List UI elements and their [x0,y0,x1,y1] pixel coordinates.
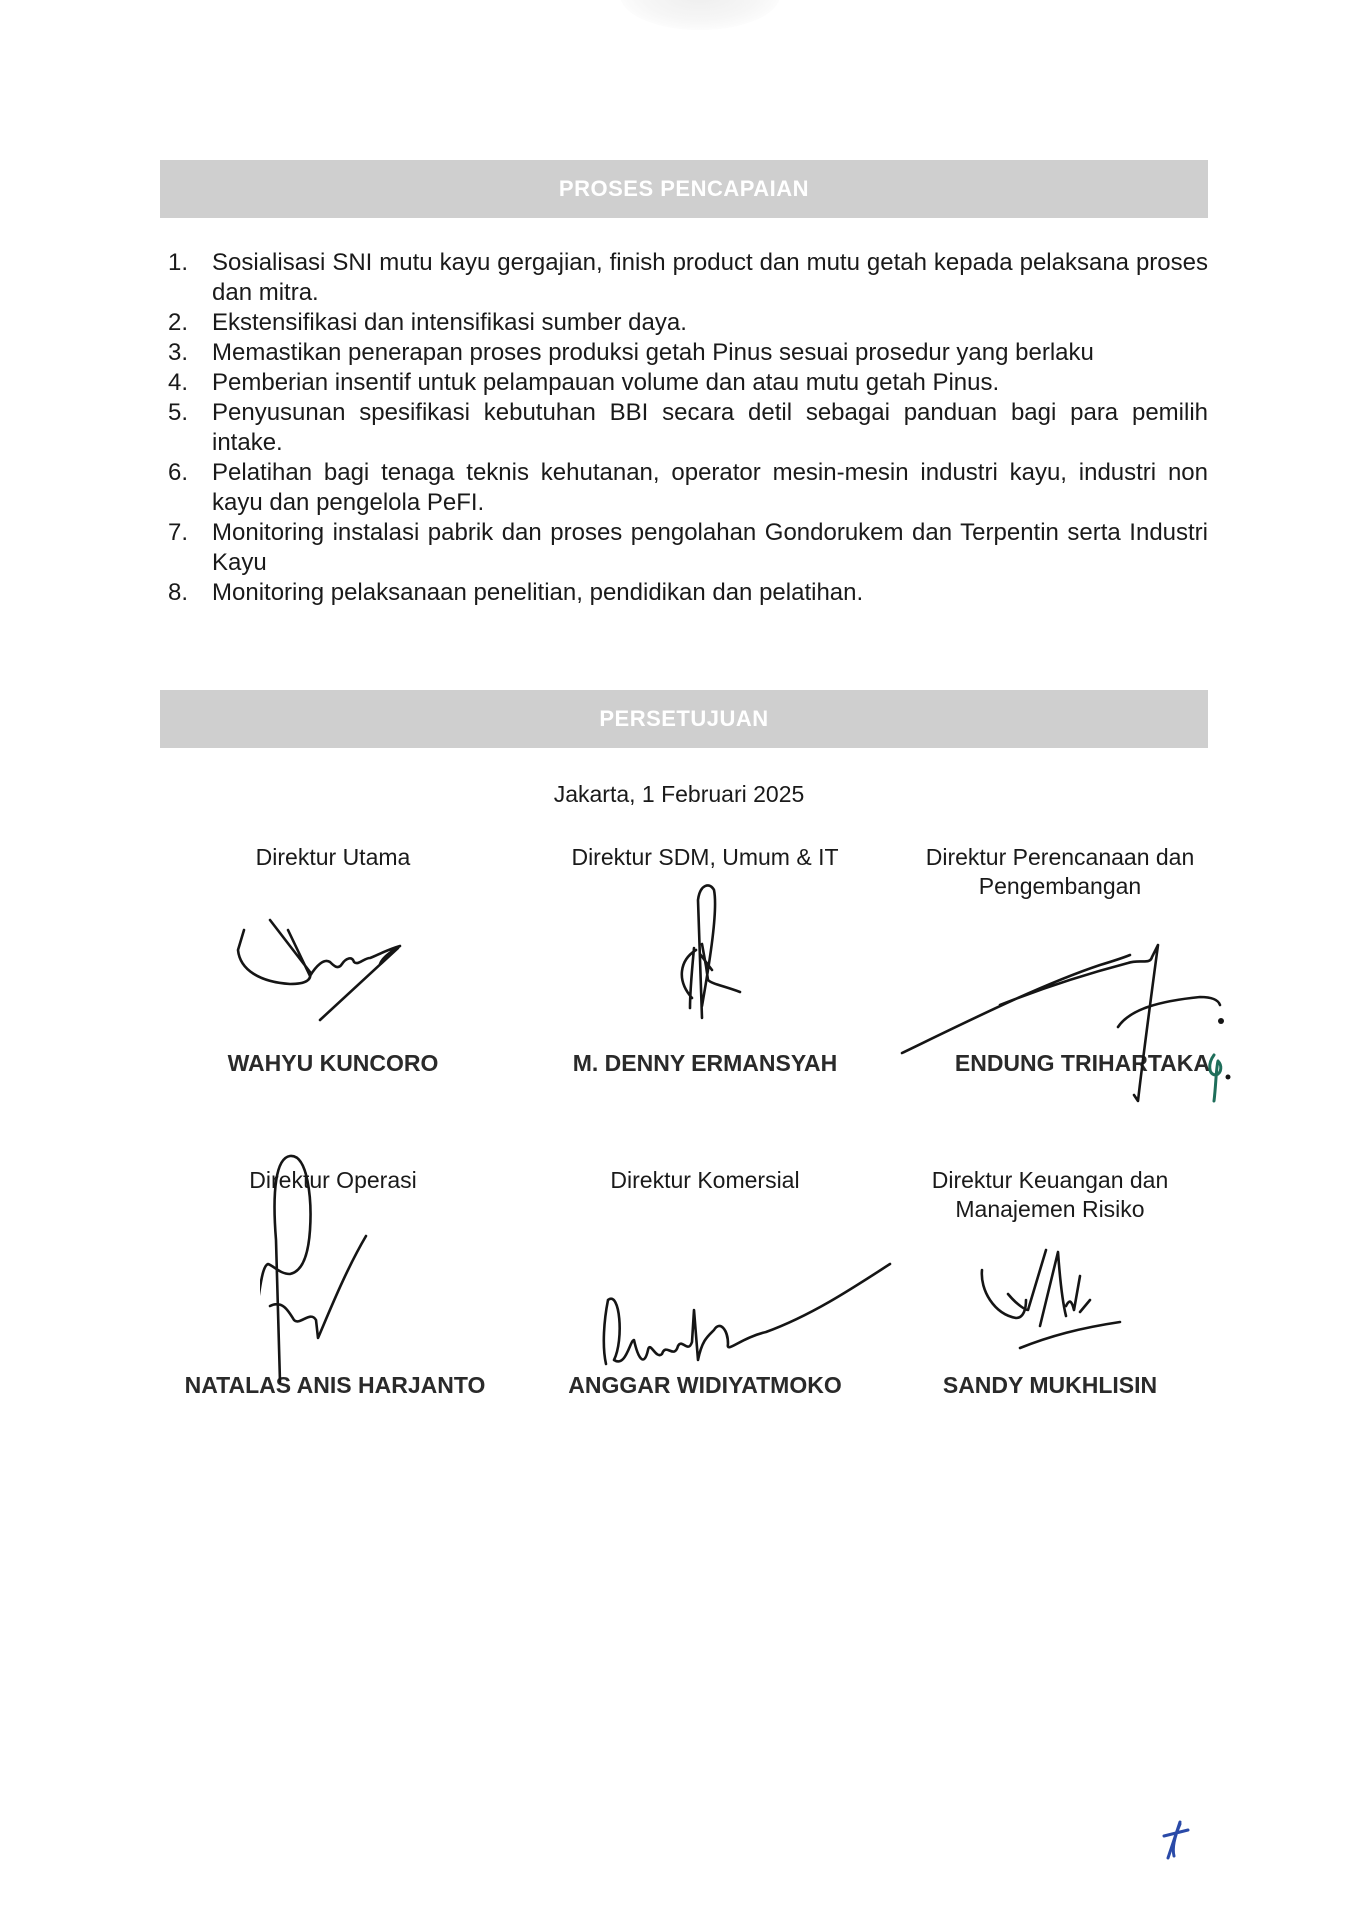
list-text: Penyusunan spesifikasi kebutuhan BBI secara detil sebagai panduan bagi para pemilih intake. [212,399,1208,456]
list-text: Pemberian insentif untuk pelampauan volume dan atau mutu getah Pinus. [212,369,1000,396]
list-number: 6. [168,459,189,486]
initial-blue [1160,1818,1210,1868]
list-item [168,368,1208,398]
signatory-title: Direktur Keuangan dan Manajemen Risiko [931,1167,1169,1222]
list-item [168,338,1208,368]
section-heading-persetujuan [160,690,1208,748]
list-item [168,518,1208,578]
list-number: 2. [168,309,189,336]
signatory-title: Direktur SDM, Umum & IT [571,844,839,870]
section-heading-proses-pencapaian [160,160,1208,218]
list-item [168,578,1208,608]
place-date: Jakarta, 1 Februari 2025 [553,781,805,807]
list-item [168,398,1208,458]
list-text: Ekstensifikasi dan intensifikasi sumber daya. [212,309,687,336]
signatory-name: ENDUNG TRIHARTAKA [954,1050,1210,1076]
signature-anggar-widiyatmoko [590,1250,900,1380]
signatory-name: ANGGAR WIDIYATMOKO [568,1372,842,1398]
section-heading-text: PROSES PENCAPAIAN [558,176,810,201]
achievement-list [168,248,1208,608]
list-number: 8. [168,579,189,606]
signature-wahyu-kuncoro [220,900,450,1030]
list-number: 5. [168,399,189,426]
list-item [168,308,1208,338]
signature-sandy-mukhlisin [970,1240,1140,1360]
list-text: Pelatihan bagi tenaga teknis kehutanan, operator mesin-mesin industri kayu, industri non kayu dan pengelola PeFI. [212,459,1208,516]
list-number: 4. [168,369,189,396]
list-number: 1. [168,249,189,276]
list-text: Sosialisasi SNI mutu kayu gergajian, finish product dan mutu getah kepada pelaksana proses dan mitra. [212,249,1208,306]
signatory-title: Direktur Perencanaan dan Pengembangan [925,844,1195,899]
signature-denny-ermansyah [640,880,750,1030]
signatory-name: WAHYU KUNCORO [227,1050,439,1076]
list-text: Memastikan penerapan proses produksi getah Pinus sesuai prosedur yang berlaku [212,339,1094,366]
list-number: 3. [168,339,189,366]
list-item [168,248,1208,308]
scan-smudge [620,0,780,30]
signatory-title: Direktur Utama [255,844,411,870]
list-text: Monitoring instalasi pabrik dan proses pengolahan Gondorukem dan Terpentin serta Industri Kayu [212,519,1208,576]
signature-endung-trihartaka [880,925,1240,1125]
signatory-name: NATALAS ANIS HARJANTO [184,1372,486,1398]
signatory-title: Direktur Operasi [249,1167,417,1193]
signatory-name: SANDY MUKHLISIN [942,1372,1158,1398]
section-heading-text: PERSETUJUAN [599,706,769,731]
signatory-name: M. DENNY ERMANSYAH [572,1050,838,1076]
list-item [168,458,1208,518]
list-number: 7. [168,519,189,546]
list-text: Monitoring pelaksanaan penelitian, pendidikan dan pelatihan. [212,579,864,606]
signatory-title: Direktur Komersial [610,1167,800,1193]
